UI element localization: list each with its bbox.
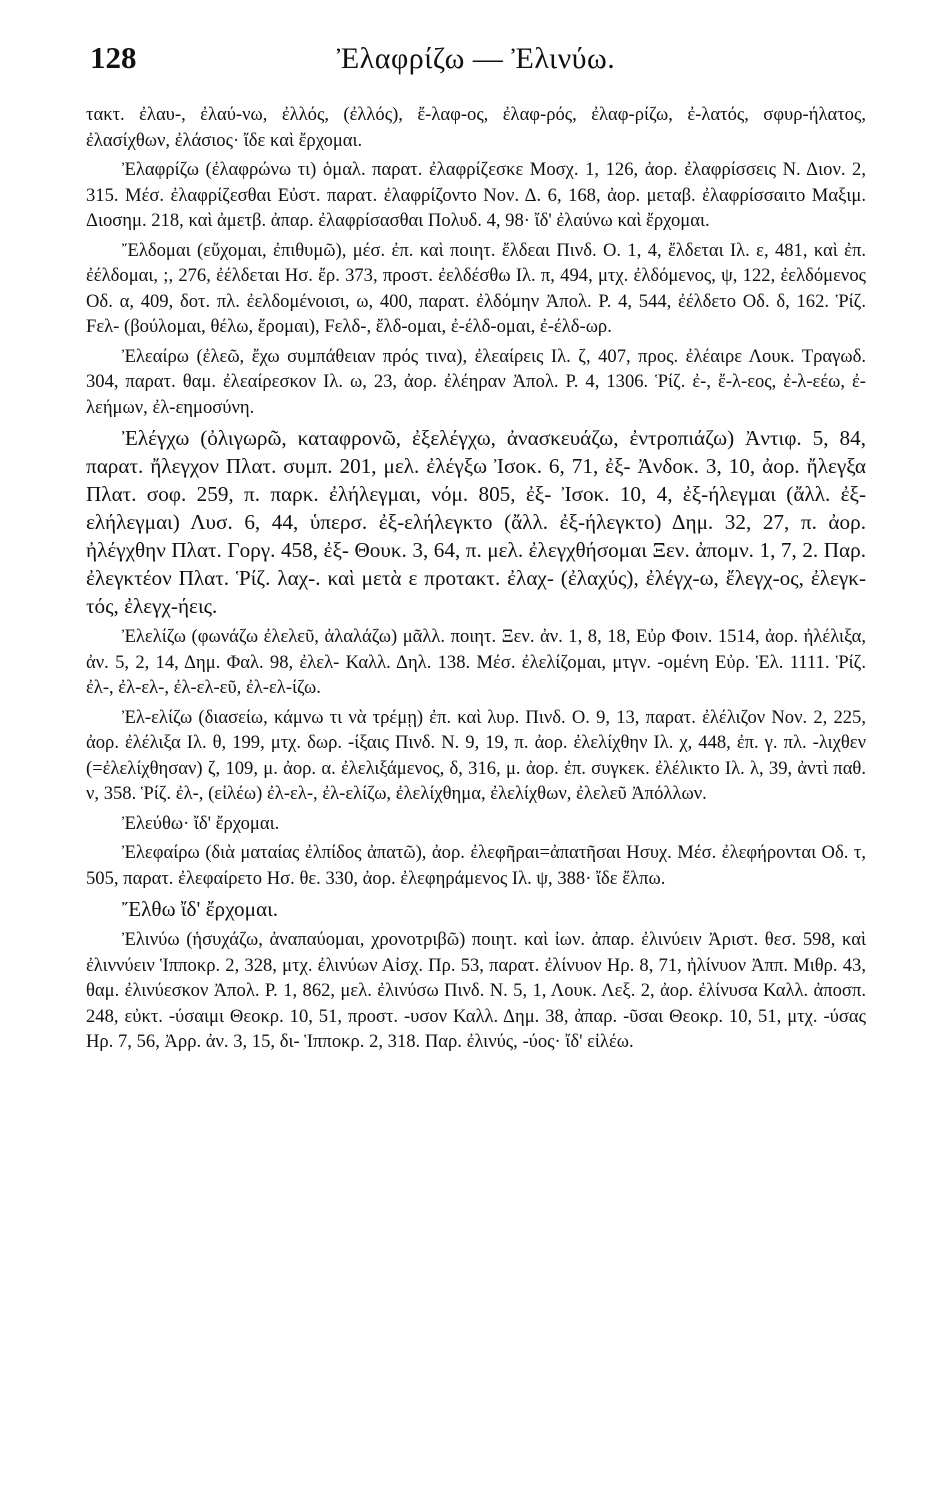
running-title: Ἐλαφρίζω — Ἐλινύω. [336,42,616,75]
entry-elencho: Ἐλέγχω (ὀλιγωρῶ, καταφρονῶ, ἐξελέγχω, ἀνασκευάζω, ἐντροπιάζω) Ἀντιφ. 5, 84, παρατ. ἤλεγχον Πλατ. συμπ. 201, μελ. ἐλέγξω Ἰσοκ. 6, 71, ἐξ- Ἀνδοκ. 3, 10, ἀορ. ἤλεγξα Πλατ. σοφ. 259, π. παρκ. ἐλήλεγμαι, νόμ. 805, ἐξ- Ἰσοκ. 10, 4, ἐξ-ήλεγμαι (ἄλλ. ἐξ-ελήλεγμαι) Λυσ. 6, 44, ὑπερσ. ἐξ-ελήλεγκτο (ἄλλ. ἐξ-ήλεγκτο) Δημ. 32, 27, π. ἀορ. ἠλέγχθην Πλατ. Γοργ. 458, ἐξ- Θουκ. 3, 64, π. μελ. ἐλεγχθήσομαι Ξεν. ἀπομν. 1, 7, 2. Παρ. ἐλεγκτέον Πλατ. Ῥίζ. λαχ-. καὶ μετὰ ε προτακτ. ἐλαχ- (ἐλαχύς), ἐλέγχ-ω, ἔλεγχ-ος, ἐλεγκ-τός, ἐλεγχ-ήεις. [86,426,866,618]
dictionary-entries [86,102,866,1055]
page-number: 128 [90,40,137,75]
entry-elelizo-shake: Ἐλ-ελίζω (διασείω, κάμνω τι νὰ τρέμῃ) ἐπ. καὶ λυρ. Πινδ. Ο. 9, 13, παρατ. ἐλέλιζον Νον. 2, 225, ἀορ. ἐλέλιξα Ιλ. θ, 199, μτχ. δωρ. -ίξαις Πινδ. Ν. 9, 19, π. ἀορ. ἐλελίχθην Ιλ. χ, 448, ἐπ. γ. πλ. -λιχθεν (=ἐλελίχθησαν) ζ, 109, μ. ἀορ. α. ἐλελιξάμενος, δ, 316, μ. ἀορ. ἐπ. συγκεκ. ἐλέλικτο Ιλ. λ, 39, ἀντὶ παθ. ν, 358. Ῥίζ. ἐλ-, (εἰλέω) ἐλ-ελ-, ἐλ-ελίζω, ἐλελίχθημα, ἐλελίχθων, ἐλελεῦ Ἀπόλλων. [86,706,866,804]
entry-continuation: τακτ. ἐλαυ-, ἐλαύ-νω, ἐλλός, (ἐλλός), ἔ-λαφ-ος, ἐλαφ-ρός, ἐλαφ-ρίζω, ἐ-λατός, σφυρ-ήλατος, ἐλασίχθων, ἐλάσιος· ἴδε καὶ ἔρχομαι. [86,104,866,151]
entry-elelizo-shout: Ἐλελίζω (φωνάζω ἐλελεῦ, ἀλαλάζω) μᾶλλ. ποιητ. Ξεν. ἀν. 1, 8, 18, Εὐρ Φοιν. 1514, ἀορ. ἠλέλιξα, ἀν. 5, 2, 14, Δημ. Φαλ. 98, ἐλελ- Καλλ. Δηλ. 138. Μέσ. ἐλελίζομαι, μτγν. -ομένη Εὐρ. Ἑλ. 1111. Ῥίζ. ἐλ-, ἐλ-ελ-, ἐλ-ελ-εῦ, ἐλ-ελ-ίζω. [86,626,866,698]
entry-eleairo: Ἐλεαίρω (ἐλεῶ, ἔχω συμπάθειαν πρός τινα), ἐλεαίρεις Ιλ. ζ, 407, προς. ἐλέαιρε Λουκ. Τραγωδ. 304, παρατ. θαμ. ἐλεαίρεσκον Ιλ. ω, 23, ἀορ. ἐλέηραν Ἀπολ. Ρ. 4, 1306. Ῥίζ. ἐ-, ἔ-λ-εος, ἐ-λ-εέω, ἐ-λεήμων, ἐλ-εημοσύνη. [86,345,866,418]
entry-elinuo: Ἐλινύω (ἡσυχάζω, ἀναπαύομαι, χρονοτριβῶ) ποιητ. καὶ ἰων. ἀπαρ. ἐλινύειν Ἀριστ. θεσ. 598, καὶ ἐλιννύειν Ἱπποκρ. 2, 328, μτχ. ἐλινύων Αἰσχ. Πρ. 53, παρατ. ἐλίνυον Ηρ. 8, 71, ἠλίνυον Ἀππ. Μιθρ. 43, θαμ. ἐλινύεσκον Ἀπολ. Ρ. 1, 862, μελ. ἐλινύσω Πινδ. Ν. 5, 1, Λουκ. Λεξ. 2, ἀορ. ἐλίνυσα Καλλ. ἀποσπ. 248, εὐκτ. -ύσαιμι Θεοκρ. 10, 51, προστ. -υσον Καλλ. Δημ. 38, ἀπαρ. -ῦσαι Θεοκρ. 10, 51, μτχ. -ύσας Ηρ. 7, 56, Ἀρρ. ἀν. 3, 15, δι- Ἱπποκρ. 2, 318. Παρ. ἐλινύς, -ύος· ἴδ' εἰλέω. [86,929,866,1052]
page-header [86,30,866,90]
entry-eleutho: Ἐλεύθω· ἴδ' ἔρχομαι. [122,812,280,834]
entry-eldomai: Ἔλδομαι (εὔχομαι, ἐπιθυμῶ), μέσ. ἐπ. καὶ ποιητ. ἔλδεαι Πινδ. Ο. 1, 4, ἔλδεται Ιλ. ε, 481, καὶ ἐπ. ἐέλδομαι, ;, 276, ἐέλδεται Ησ. ἔρ. 373, προστ. ἐελδέσθω Ιλ. π, 494, μτχ. ἐλδόμενος, ψ, 122, ἐελδόμενος Οδ. α, 409, δοτ. πλ. ἐελδομένοισι, ω, 400, παρατ. ἐλδόμην Ἀπολ. Ρ. 4, 544, ἐέλδετο Οδ. δ, 162. Ῥίζ. Fελ- (βούλομαι, θέλω, ἔρομαι), Fελδ-, ἔλδ-ομαι, ἐ-έλδ-ομαι, ἐ-έλδ-ωρ. [86,239,866,337]
entry-elaphrizo: Ἐλαφρίζω (ἐλαφρώνω τι) ὁμαλ. παρατ. ἐλαφρίζεσκε Μοσχ. 1, 126, ἀορ. ἐλαφρίσσεις Ν. Διον. 2, 315. Μέσ. ἐλαφρίζεσθαι Εὐστ. παρατ. ἐλαφρίζοντο Νον. Δ. 6, 168, ἀορ. μεταβ. ἐλαφρίσσαιτο Μαξιμ. Διοσημ. 218, καὶ ἀμετβ. ἀπαρ. ἐλαφρίσασθαι Πολυδ. 4, 98· ἴδ' ἐλαύνω καὶ ἔρχομαι. [86,159,866,231]
entry-eltho: Ἔλθω ἴδ' ἔρχομαι. [122,897,279,921]
entry-elephairo: Ἐλεφαίρω (διὰ ματαίας ἐλπίδος ἀπατῶ), ἀορ. ἐλεφῆραι=ἀπατῆσαι Ησυχ. Μέσ. ἐλεφήρονται Οδ. τ, 505, παρατ. ἐλεφαίρετο Ησ. θε. 330, ἀορ. ἐλεφηράμενος Ιλ. ψ, 388· ἴδε ἔλπω. [86,842,866,889]
